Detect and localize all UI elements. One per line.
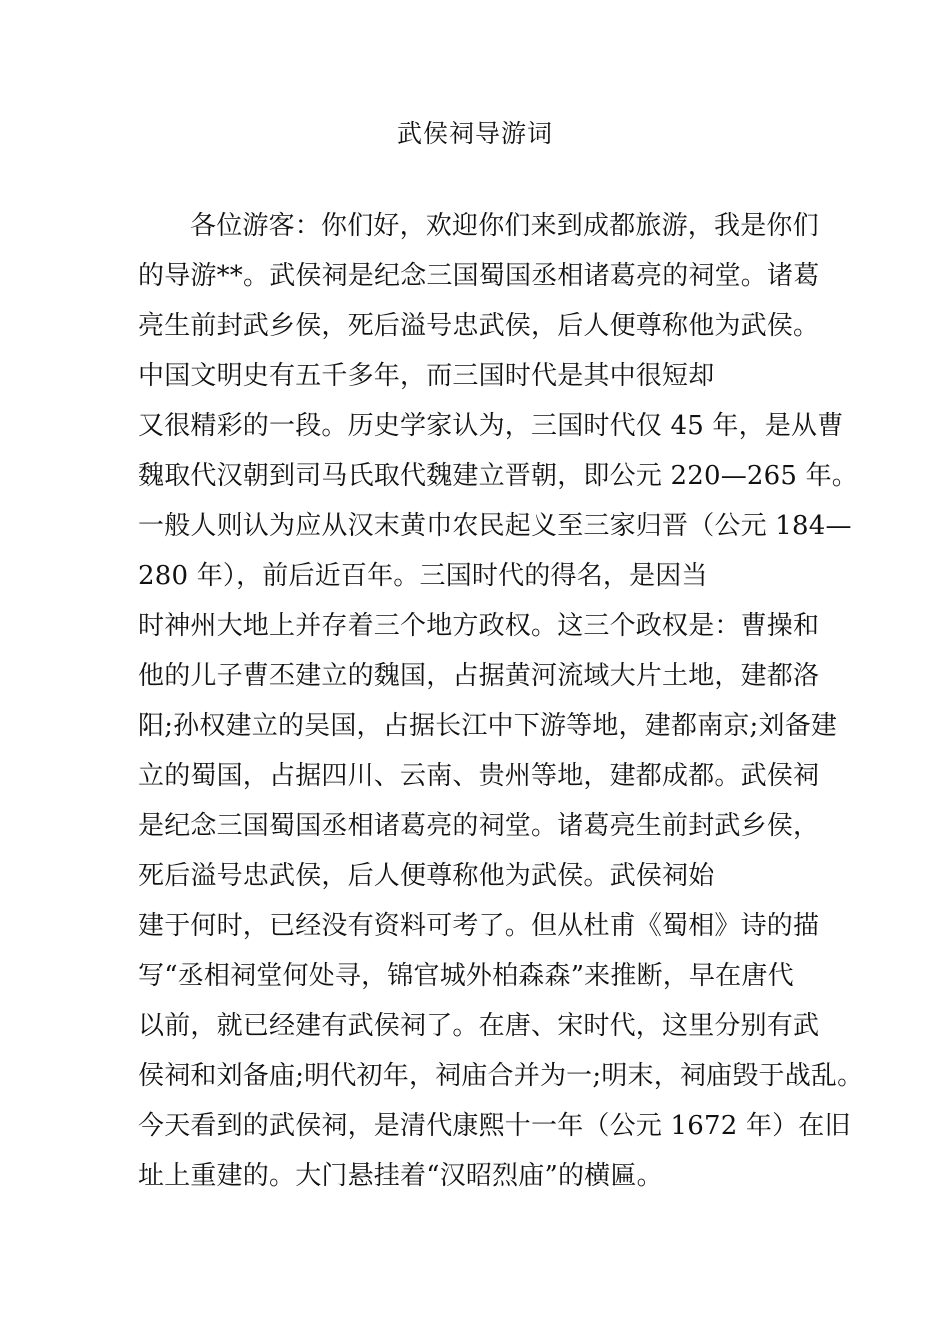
text-line: 他的儿子曹丕建立的魏国，占据黄河流域大片土地，建都洛 — [138, 661, 820, 691]
text-line: 一般人则认为应从汉末黄巾农民起义至三家归晋（公元 184— — [138, 511, 852, 541]
text-line: 写“丞相祠堂何处寻，锦官城外柏森森”来推断，早在唐代 — [138, 961, 794, 991]
text-line: 建于何时，已经没有资料可考了。但从杜甫《蜀相》诗的描 — [138, 911, 820, 941]
text-line: 以前，就已经建有武侯祠了。在唐、宋时代，这里分别有武 — [138, 1011, 820, 1041]
text-line: 今天看到的武侯祠，是清代康熙十一年（公元 1672 年）在旧 — [138, 1111, 851, 1141]
text-line: 280 年），前后近百年。三国时代的得名，是因当 — [138, 561, 708, 591]
document-body — [138, 205, 864, 1205]
text-line: 阳;孙权建立的吴国，占据长江中下游等地，建都南京;刘备建 — [138, 711, 838, 741]
document-title: 武侯祠导游词 — [396, 119, 553, 148]
text-line: 侯祠和刘备庙;明代初年，祠庙合并为一;明末，祠庙毁于战乱。 — [138, 1061, 864, 1091]
text-line: 死后溢号忠武侯，后人便尊称他为武侯。武侯祠始 — [138, 861, 715, 891]
text-line: 立的蜀国，占据四川、云南、贵州等地，建都成都。武侯祠 — [138, 761, 820, 791]
text-line: 是纪念三国蜀国丞相诸葛亮的祠堂。诸葛亮生前封武乡侯， — [138, 811, 820, 841]
text-line: 各位游客：你们好，欢迎你们来到成都旅游，我是你们 — [190, 211, 819, 241]
text-line: 的导游**。武侯祠是纪念三国蜀国丞相诸葛亮的祠堂。诸葛 — [138, 261, 820, 291]
text-line: 址上重建的。大门悬挂着“汉昭烈庙”的横匾。 — [138, 1161, 663, 1191]
text-line: 亮生前封武乡侯，死后溢号忠武侯，后人便尊称他为武侯。 — [138, 311, 820, 341]
text-line: 魏取代汉朝到司马氏取代魏建立晋朝，即公元 220—265 年。 — [138, 461, 858, 491]
text-line: 又很精彩的一段。历史学家认为，三国时代仅 45 年，是从曹 — [138, 411, 844, 441]
text-line: 时神州大地上并存着三个地方政权。这三个政权是：曹操和 — [138, 611, 820, 641]
text-line: 中国文明史有五千多年，而三国时代是其中很短却 — [138, 361, 715, 391]
